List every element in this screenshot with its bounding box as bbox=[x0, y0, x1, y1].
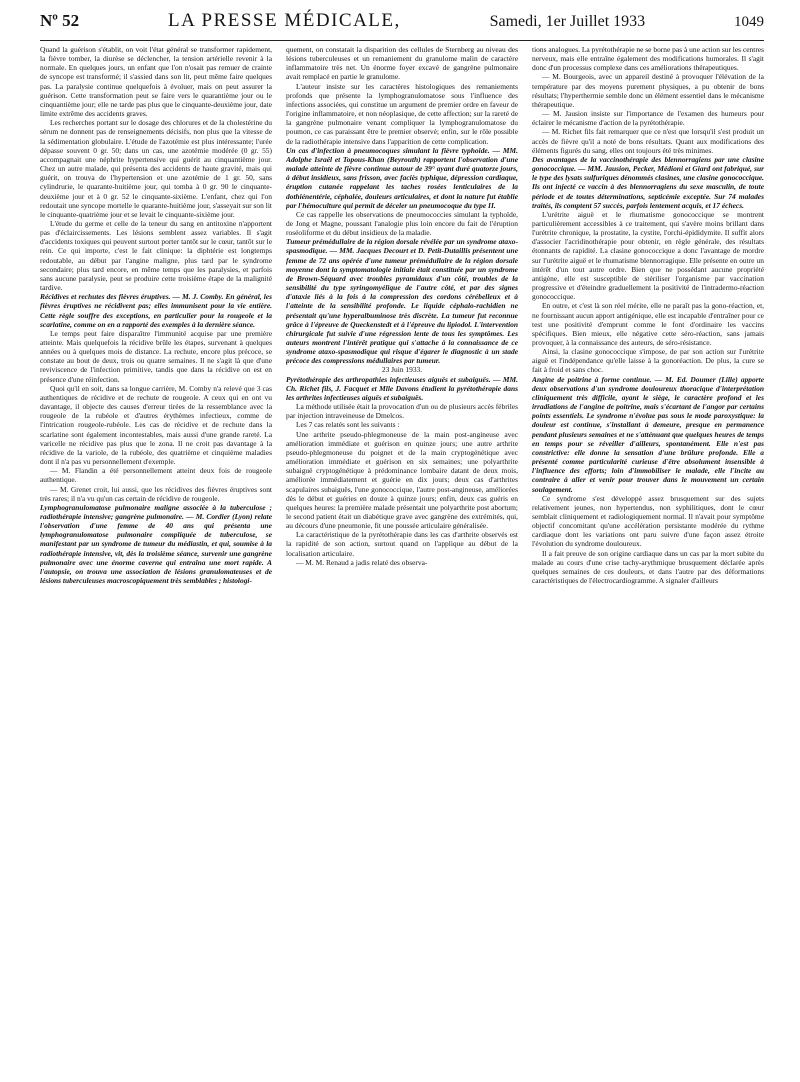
paragraph: quement, on constatait la disparition des cellules de Sternberg au niveau des lésions tuberculeuses et un remaniement du granulome malin de caractère inflammatoire très net. Un énorme foyer excavé de gangrène pulmonaire avait remplacé en partie le granulome. bbox=[286, 45, 518, 82]
paragraph: L'étude du germe et celle de la teneur du sang en antitoxine n'apportent pas d'éclaircissements. Les lésions semblent assez variables. Il s'agit d'accidents toxiques qui peuvent surtout porter tantôt sur le cœur, tantôt sur le rein. Ce qui importe, c'est le fait clinique: la diphtérie est longtemps redoutable, au début par l'angine maligne, plus tard par le syndrome secondaire; plus tard encore, en même temps que les paralysies, et parfois sans aucune paralysie, peut se produire cette troisième étape de la malignité tardive. bbox=[40, 218, 272, 293]
section-recidives: Récidives et rechutes des fièvres éruptives. — M. J. Comby. En général, les fièvres éruptives ne récidivent pas; elles immunisent pour la vie entière. Cette règle souffre des exceptions, en particulier pour la rougeole et la scarlatine, comme on en a rapporté des exemples à la dernière séance. bbox=[40, 292, 272, 329]
paragraph: Le temps peut faire disparaître l'immunité acquise par une première atteinte. Mais quelquefois la récidive brûle les étapes, survenant à quelques années ou à quelques mois de distance. La rechute, encore plus précoce, se constate au bout de deux, trois ou quatre semaines. Il ne s'agit là que d'une reviviscence de l'infection primitive, tandis que dans la récidive on est en présence d'une réinfection. bbox=[40, 328, 272, 384]
issue-date: Samedi, 1er Juillet 1933 bbox=[489, 13, 646, 30]
text-columns bbox=[40, 45, 764, 1075]
paragraph: Ce syndrome s'est développé assez brusquement sur des sujets relativement jeunes, non hypertendus, non syphilitiques, dont le cœur semblait cliniquement et radiologiquement normal. Il n'avait pour symptôme objectif concomitant qu'une accélération persistante modérée du rythme cardiaque dont les variations ont paru suivre d'une façon assez étroite l'évolution du syndrome douloureux. bbox=[532, 493, 764, 549]
paragraph: L'urétrite aiguë et le rhumatisme gonococcique se montrent particulièrement accessibles à ce traitement, qui s'avère moins brillant dans l'urétrite chronique, la prostatite, la cystite, l'orchi-épididymite. Il suffit alors d'associer l'acridinothérapie pour obtenir, en règle générale, des résultats étonnants de rapidité. La clasine gonococcique a donc l'avantage de mordre sur l'urétrite aiguë et le rhumatisme blennorragique. Elle présente en outre un intérêt d'un tout autre ordre. Bien que ne possédant aucune propriété antigène, elle est susceptible de stériliser l'organisme par vaccination progressive et d'éteindre graduellement la positivité de l'intradermo-réaction gonococcique. bbox=[532, 209, 764, 302]
paragraph: Les 7 cas relatés sont les suivants : bbox=[296, 420, 400, 430]
paragraph: — M. Jausion insiste sur l'importance de l'examen des humeurs pour éclairer le mécanisme d'action de la pyrétothérapie. bbox=[532, 109, 764, 128]
paragraph: — M. M. Renaud a jadis relaté des observa- bbox=[296, 557, 428, 567]
section-vaccinotherapie: Des avantages de la vaccinothérapie des blennorragiens par une clasine gonococcique. — MM. Jausion, Pecker, Médioni et Giard ont fabriqué, sur le type des lysats sulfuriques dénommés clasines, une clasine gonococcique. Ils ont injecté ce vaccin à des blennorragiens du sexe masculin, de toute période et de toutes déterminations, septicémie exceptée. Sur 74 malades traités, ils comptent 57 succès, parfois lentement acquis, et 17 échecs. bbox=[532, 154, 764, 210]
paragraph: — M. Richet fils fait remarquer que ce n'est que lorsqu'il s'est produit un accès de fièvre qu'il a noté de bons résultats. Quant aux modifications des éléments figurés du sang, elles ont toujours été très minimes. bbox=[532, 127, 764, 155]
paragraph: — M. Grenet croit, lui aussi, que les récidives des fièvres éruptives sont très rares; il n'a vu qu'un cas certain de récidive de rougeole. bbox=[40, 484, 272, 503]
paragraph: La méthode utilisée était la provocation d'un ou de plusieurs accès fébriles par injection intraveineuse de Dmelcos. bbox=[286, 402, 518, 421]
paragraph: — M. Bourgeois, avec un appareil destiné à provoquer l'élévation de la température par des moyens purement physiques, a pu obtenir de bons résultats; l'hyperthermie semble donc un élément essentiel dans le mécanisme thérapeutique. bbox=[532, 72, 764, 109]
paragraph: — M. Flandin a été personnellement atteint deux fois de rougeole authentique. bbox=[40, 466, 272, 485]
section-lymphogranulomatose: Lymphogranulomatose pulmonaire maligne associée à la tuberculose ; radiothérapie intensive; gangrène pulmonaire. — M. Cordier (Lyon) relate l'observation d'une femme de 40 ans qui présenta une lymphogranulomatose pulmonaire compliquée de tuberculose, se manifestant par un syndrome de tumeur du médiastin, et qui, soumise à la radiothérapie intensive, vit, dès la troisième séance, survenir une gangrène pulmonaire avec une énorme caverne qui entraîna une mort rapide. A l'autopsie, on trouva une association de lésions granulomateuses et de lésions tuberculeuses macroscopiquement très semblables ; histologi- bbox=[40, 502, 272, 586]
paragraph: Ce cas rappelle les observations de pneumococcies simulant la typhoïde, de Jong et Magne, poussant l'analogie plus loin encore du fait de l'éruption roséoliforme et du début insidieux de la maladie. bbox=[286, 209, 518, 238]
paragraph: Il a fait preuve de son origine cardiaque dans un cas par la mort subite du malade au cours d'une crise tachy-arythmique brusquement déclarée après quelques semaines de ces douleurs, et dans l'autre par des déformations caractéristiques de l'électrocardiogramme. A signaler d'ailleurs bbox=[532, 548, 764, 586]
column-1 bbox=[40, 45, 272, 1075]
section-pneumocoques: Un cas d'infection à pneumocoques simulant la fièvre typhoïde. — MM. Adolphe Israël et Topous-Khan (Beyrouth) rapportent l'observation d'une malade atteinte de fièvre continue autour de 39° ayant duré quatorze jours, à début insidieux, sans frisson, avec faciès typhique, dépression cardiaque, éruption cutanée rappelant les taches rosées lenticulaires de la dothiénentérie, céphalée, douleurs articulaires, et dont la nature fut établie par l'hémoculture qui permit de déceler un pneumocoque du type II. bbox=[286, 145, 518, 210]
issue-number: Nº 52 bbox=[40, 11, 80, 30]
column-2 bbox=[286, 45, 518, 1075]
section-angine-de-poitrine: Angine de poitrine à forme continue. — M. Ed. Doumer (Lille) apporte deux observations d'un syndrome douloureux thoracique d'interprétation cliniquement très difficile, ayant le siège, le caractère profond et les irradiations de l'angine de poitrine, mais s'écartant de l'angor par certains points essentiels. Le syndrome n'évolue pas sous le mode paroxystique: la douleur est continue, s'installant à demeure, presque en permanence pendant plusieurs semaines et ne s'atténuant que quelques heures de temps en temps pour se réveiller d'ailleurs, spontanément. Elle n'est pas constrictive: elle donne la sensation d'une brûlure profonde. Elle a présenté comme particularité curieuse d'être absolument insensible à l'influence des efforts; loin d'immobiliser le malade, elle l'incite au contraire à aller et venir pour trouver dans le mouvement un certain soulagement. bbox=[532, 374, 764, 494]
paragraph: L'auteur insiste sur les caractères histologiques des remaniements profonds que présente la lymphogranulomatose sous l'influence des infections associées, qui constitue un argument de premier ordre en faveur de l'origine inflammatoire, et non néoplasique, de cette affection; sur la rareté de la gangrène pulmonaire venant compliquer la lymphogranulomatose du poumon, ce cas paraissant être le premier observé; enfin, sur le rôle possible de la radiothérapie intensive dans l'apparition de cette complication. bbox=[286, 81, 518, 146]
paragraph: Ainsi, la clasine gonococcique s'impose, de par son action sur l'urétrite aiguë et l'indépendance qu'elle laisse à la gonoréaction. De plus, la cure se fait à froid et sans choc. bbox=[532, 347, 764, 375]
paragraph: tions analogues. La pyrétothérapie ne se borne pas à une action sur les centres nerveux, mais elle entraîne également des modifications humorales. Il s'agit donc d'un processus complexe dans ces améliorations thérapeutiques. bbox=[532, 45, 764, 73]
journal-title: LA PRESSE MÉDICALE, bbox=[167, 10, 401, 31]
page-number: 1049 bbox=[733, 14, 764, 30]
paragraph: La caractéristique de la pyrétothérapie dans les cas d'arthrite observés est la rapidité de son action, surtout quand on l'applique au début de la localisation articulaire. bbox=[286, 530, 518, 558]
session-date: 23 Juin 1933. bbox=[381, 365, 423, 375]
header-rule bbox=[40, 40, 764, 41]
paragraph: Quoi qu'il en soit, dans sa longue carrière, M. Comby n'a relevé que 3 cas authentiques de récidive et de rechute de rougeole. A ceux qui en ont vu davantage, il objecte des causes d'erreur tirées de la ressemblance avec la rougeole de la rubéole et d'autres érythèmes infectieux, comme de l'intrication rougeole-rubéole. Les cas de récidive et de rechute dans la scarlatine sont également incontestables, mais aussi d'une grande rareté. La varicelle ne récidive pas plus que le zona. Il ne croit pas davantage à la récidive de la variole, de la rubéole, des quatrième et cinquième maladies dont il n'a pas vu personnellement d'exemple. bbox=[40, 383, 272, 467]
column-3 bbox=[532, 45, 764, 1075]
section-tumeur-premedullaire: Tumeur prémédullaire de la région dorsale révélée par un syndrome ataxo-spasmodique. — MM. Jacques Decourt et D. Petit-Dutaillis présentent une femme de 72 ans opérée d'une tumeur prémédullaire de la région dorsale moyenne dont la symptomatologie initiale était constituée par un syndrome de Brown-Séquard avec troubles pyramidaux d'un côté, troubles de la sensibilité du type syringomyélique de l'autre côté, et par des signes d'ataxie liés à la fois à la compression des cordons cérébelleux et à l'atteinte de la sensibilité profonde. Le liquide céphalo-rachidien ne présentait qu'une hyperalbuminose très discrète. La tumeur fut reconnue grâce à l'épreuve de Queckenstedt et à l'épreuve du lipiodol. L'intervention chirurgicale fut suivie d'une régression lente de tous les symptômes. Les auteurs montrent l'intérêt pratique qui s'attache à la connaissance de ce syndrome ataxo-spasmodique qui risque d'égarer le diagnostic à un stade précoce des compressions médullaires par tumeur. bbox=[286, 237, 518, 366]
paragraph: Les recherches portant sur le dosage des chlorures et de la cholestérine du sérum ne donnent pas de renseignements décisifs, non plus que la vitesse de la sédimentation globulaire. L'étude de l'azotémie est plus intéressante; l'urée dépasse souvent 0 gr. 50; dans un cas, une azotémie modérée (0 gr. 55) accompagnait une néphrite hypertensive qui guérit au cinquantième jour. Chez un autre malade, qui présenta des accidents de haute gravité, mais qui guérit, on trouva de l'hypertension et une azotémie de 1 gr. 50, sans cylindrurie, le quarante-huitième jour, qui tomba à 0 gr. 90 le cinquante-deuxième jour et à 0 gr. 52 le cinquante-sixième. L'enfant, chez qui l'on redoutait une syncope mortelle le quarante-huitième jour, s'asseyait sur son lit le cinquante-quatrième jour et se levait le cinquante-sixième jour. bbox=[40, 118, 272, 219]
section-pyretotherapie: Pyrétothérapie des arthropathies infectieuses aiguës et subaiguës. — MM. Ch. Richet fils, J. Facquet et Mlle Davons étudient la pyrétothérapie dans les arthrites infectieuses aiguës et subaiguës. bbox=[286, 374, 518, 402]
paragraph: Une arthrite pseudo-phlegmoneuse de la main post-angineuse avec amélioration immédiate et guérison en quinze jours; une autre arthrite pseudo-phlegmoneuse du poignet et de la main cryptogénétique avec amélioration immédiate et guérison en six semaines; une polyarthrite subaiguë cryptogénétique à prédominance lombaire datant de deux mois, améliorée immédiatement et guérie en dix jours; deux cas d'arthrites scapulaires subaiguës, l'une gonococcique, l'autre post-angineuse, améliorées dès le début et guéries en douze à quinze jours; enfin, deux cas guéris en quelques heures: la première malade présentait une polyarthrite post abortum; le second patient était un diabétique grave avec gangrène des extrémités, qui, au décours d'une pneumonie, fit une poussée articulaire généralisée. bbox=[286, 429, 518, 531]
paragraph: Quand la guérison s'établit, on voit l'état général se transformer rapidement, la fièvre tomber, la diurèse se déclencher, la tension artérielle revenir à la normale. En quelques jours, un enfant que l'on n'osait pas remuer de crainte de syncope est transformé; il s'assied dans son lit, peut même faire quelques pas. La paralysie continue quelquefois à évoluer, mais on peut assurer la guérison. Cette transformation peut se faire vers le quarantième jour ou le cinquantième jour; elle ne tarde pas plus que le cinquante-deuxième jour, date limite extrême des accidents graves. bbox=[40, 45, 272, 119]
paragraph: En outre, et c'est là son réel mérite, elle ne paraît pas la gono-réaction, et, ne fournissant aucun apport antigénique, elle est incapable d'entraîner pour ce test une positivité d'emprunt comme le font d'ordinaire les vaccins spécifiques. Bien mieux, elle négative cette séro-réaction, sans jamais provoquer, à la connaissance des auteurs, de séro-résistance. bbox=[532, 301, 764, 347]
running-head bbox=[40, 10, 764, 38]
